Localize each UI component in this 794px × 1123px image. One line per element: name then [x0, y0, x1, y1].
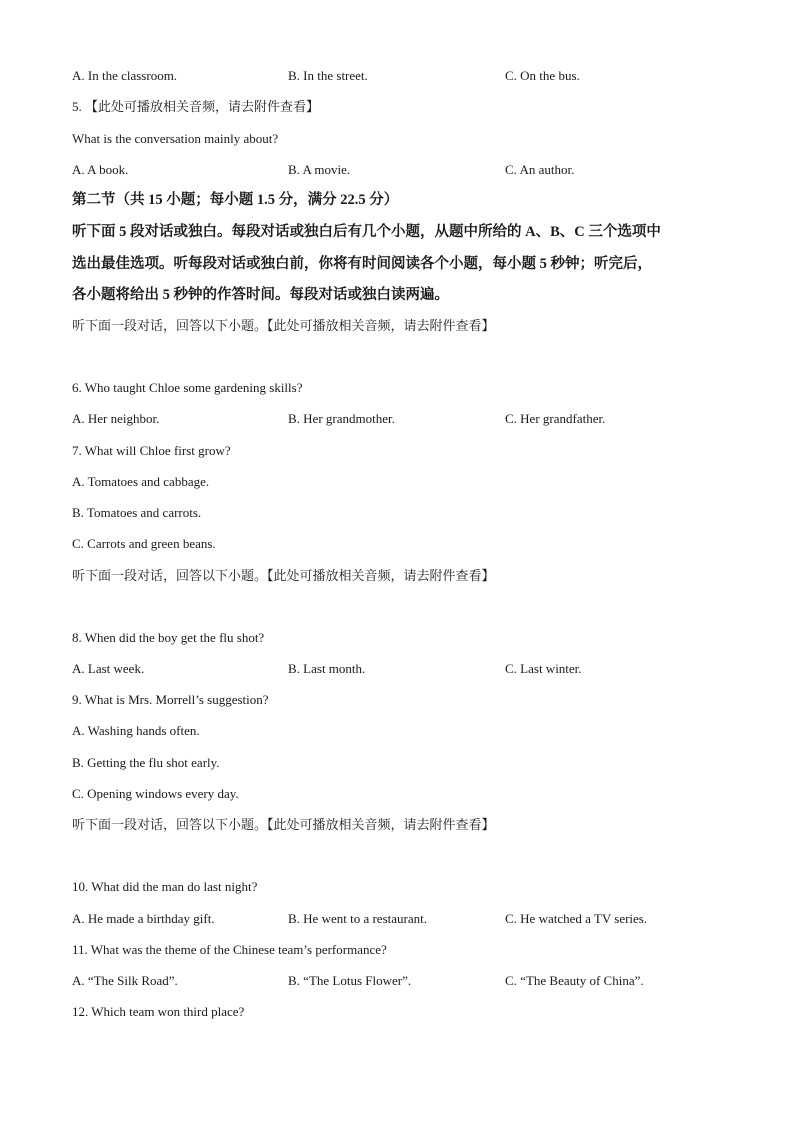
- q5-option-c: C. An author.: [505, 162, 575, 177]
- q5-option-b: B. A movie.: [288, 162, 351, 177]
- section2-instruction-line1: 听下面 5 段对话或独白。每段对话或独白后有几个小题，从题中所给的 A、B、C 三个选项中: [72, 224, 661, 240]
- q10-option-b: B. He went to a restaurant.: [288, 911, 427, 926]
- q5-question: What is the conversation mainly about?: [72, 131, 279, 146]
- q12-question: 12. Which team won third place?: [72, 1004, 245, 1019]
- q10-option-a: A. He made a birthday gift.: [72, 911, 215, 926]
- q7-question: 7. What will Chloe first grow?: [72, 443, 231, 458]
- q8-option-c: C. Last winter.: [505, 661, 582, 676]
- q8-question: 8. When did the boy get the flu shot?: [72, 630, 265, 645]
- q7-option-a: A. Tomatoes and cabbage.: [72, 474, 210, 489]
- q4-option-a: A. In the classroom.: [72, 68, 178, 83]
- q11-option-c: C. “The Beauty of China”.: [505, 973, 644, 988]
- audio-prompt-3: 听下面一段对话，回答以下小题。【此处可播放相关音频，请去附件查看】: [72, 817, 495, 832]
- q5-option-a: A. A book.: [72, 162, 129, 177]
- q7-option-b: B. Tomatoes and carrots.: [72, 505, 202, 520]
- q4-option-b: B. In the street.: [288, 68, 368, 83]
- q9-option-a: A. Washing hands often.: [72, 723, 200, 738]
- q6-option-b: B. Her grandmother.: [288, 411, 395, 426]
- q9-question: 9. What is Mrs. Morrell’s suggestion?: [72, 692, 269, 707]
- q11-option-b: B. “The Lotus Flower”.: [288, 973, 412, 988]
- audio-prompt-2: 听下面一段对话，回答以下小题。【此处可播放相关音频，请去附件查看】: [72, 568, 495, 583]
- q8-option-b: B. Last month.: [288, 661, 366, 676]
- q10-option-c: C. He watched a TV series.: [505, 911, 648, 926]
- q6-question: 6. Who taught Chloe some gardening skills?: [72, 380, 303, 395]
- q10-question: 10. What did the man do last night?: [72, 879, 258, 894]
- q6-option-a: A. Her neighbor.: [72, 411, 160, 426]
- q11-question: 11. What was the theme of the Chinese team’s performance?: [72, 942, 387, 957]
- q9-option-c: C. Opening windows every day.: [72, 786, 239, 801]
- section2-heading: 第二节（共 15 小题；每小题 1.5 分，满分 22.5 分）: [72, 192, 399, 208]
- audio-prompt-1: 听下面一段对话，回答以下小题。【此处可播放相关音频，请去附件查看】: [72, 318, 495, 333]
- q8-option-a: A. Last week.: [72, 661, 145, 676]
- q5-audio-note: 5. 【此处可播放相关音频，请去附件查看】: [72, 99, 320, 114]
- q6-option-c: C. Her grandfather.: [505, 411, 606, 426]
- q9-option-b: B. Getting the flu shot early.: [72, 755, 220, 770]
- exam-page: [72, 0, 732, 1123]
- section2-instruction-line2: 选出最佳选项。听每段对话或独白前，你将有时间阅读各个小题，每小题 5 秒钟；听完后，: [72, 256, 652, 272]
- section2-instruction-line3: 各小题将给出 5 秒钟的作答时间。每段对话或独白读两遍。: [72, 287, 449, 303]
- q7-option-c: C. Carrots and green beans.: [72, 536, 216, 551]
- q4-option-c: C. On the bus.: [505, 68, 580, 83]
- q11-option-a: A. “The Silk Road”.: [72, 973, 178, 988]
